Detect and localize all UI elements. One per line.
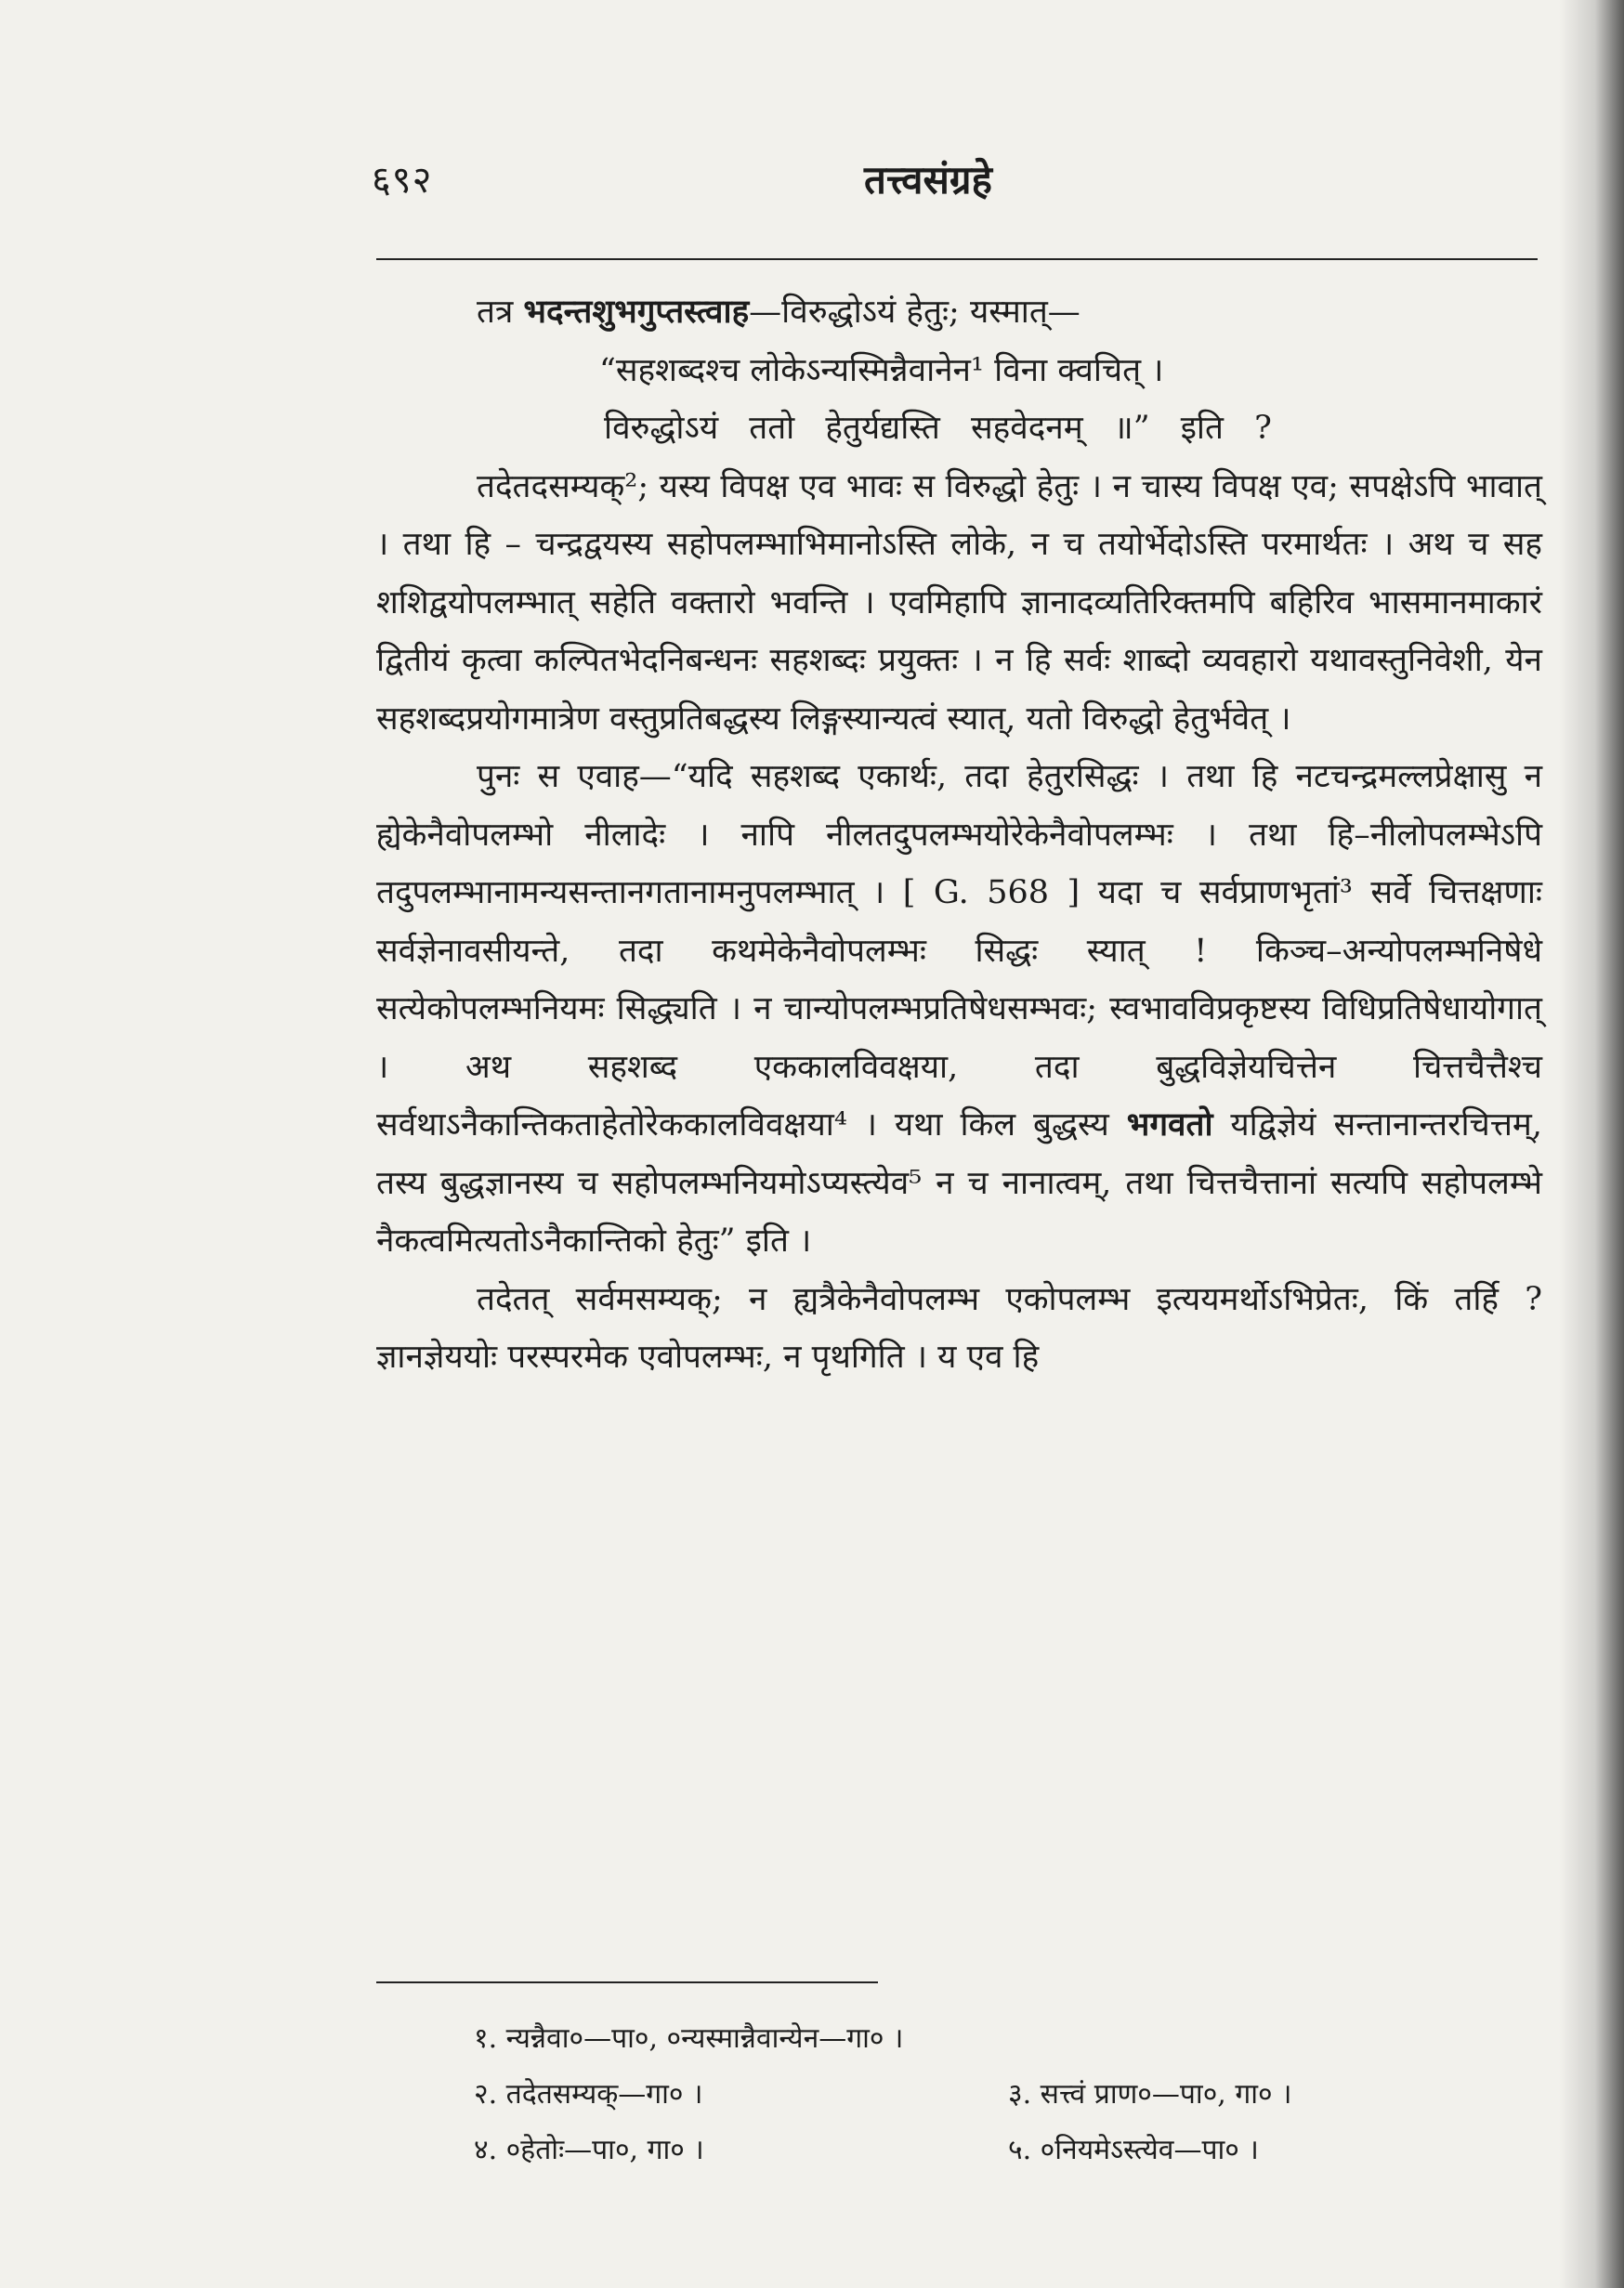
paragraph-1 — [376, 283, 1542, 342]
page-edge-shadow — [1559, 0, 1624, 2288]
page-number: ६९२ — [372, 159, 433, 202]
footnote-3: ३. सत्त्वं प्राण०—पा०, गा० । — [1008, 2078, 1292, 2111]
footnote-row — [474, 2123, 1514, 2178]
page-header — [372, 149, 1542, 204]
footnote-row — [474, 2067, 1514, 2123]
verse-line-2: विरुद्धोऽयं ततो हेतुर्यद्यस्ति सहवेदनम् ॥” इति ? — [604, 410, 1272, 447]
paragraph-2: तदेतदसम्यक्²; यस्य विपक्ष एव भावः स विरुद्धो हेतुः । न चास्य विपक्ष एव; सपक्षेऽपि भावात् । तथा हि – चन्द्रद्वयस्य सहोपलम्भाभिमानोऽस्ति लोके, न च तयोर्भेदोऽस्ति परमार्थतः । अथ च सह शशिद्वयोपलम्भात् सहेति वक्तारो भवन्ति । एवमिहापि ज्ञानादव्यतिरिक्तमपि बहिरिव भासमानमाकारं द्वितीयं कृत्वा कल्पितभेदनिबन्धनः सहशब्दः प्रयुक्तः । न हि सर्वः शाब्दो व्यवहारो यथावस्तुनिवेशी, येन सहशब्दप्रयोगमात्रेण वस्तुप्रतिबद्धस्य लिङ्गस्यान्यत्वं स्यात्, यतो विरुद्धो हेतुर्भवेत् । — [376, 467, 1542, 738]
footnote-row — [474, 2011, 1514, 2067]
paragraph-3-part-1: पुनः स एवाह—“यदि सहशब्द एकार्थः, तदा हेतुरसिद्धः । तथा हि नटचन्द्रमल्लप्रेक्षासु न ह्येकेनैवोपलम्भो नीलादेः । नापि नीलतदुपलम्भयोरेकेनैवोपलम्भः । तथा हि–नीलोपलम्भेऽपि तदुपलम्भानामन्यसन्तानगतानामनुपलम्भात् । — [376, 758, 1542, 911]
author-name: भदन्तशुभगुप्तस्त्वाह — [523, 293, 750, 331]
bhagavato-word: भगवतो — [1126, 1105, 1213, 1144]
source-reference: [ G. 568 ] — [902, 874, 1080, 911]
paragraph-3-part-2: यदा च सर्वप्राणभृतां³ सर्वे चित्तक्षणाः सर्वज्ञेनावसीयन्ते, तदा कथमेकेनैवोपलम्भः सिद्धः स्यात् ! किञ्च–अन्योपलम्भनिषेधे सत्येकोपलम्भनियमः सिद्ध्यति । न चान्योपलम्भप्रतिषेधसम्भवः; स्वभावविप्रकृष्टस्य विधिप्रतिषेधायोगात् । अथ सहशब्द एककालविवक्षया, तदा बुद्धविज्ञेयचित्तेन चित्तचैत्तैश्च सर्वथाऽनैकान्तिकताहेतोरेककालविवक्षया⁴ । यथा किल बुद्धस्य — [376, 874, 1542, 1144]
paragraph-3 — [376, 748, 1542, 1271]
footnote-5: ५. ०नियमेऽस्त्येव—पा० । — [1008, 2134, 1259, 2166]
paragraph-4: तदेतत् सर्वमसम्यक्; न ह्यत्रैकेनैवोपलम्भ एकोपलम्भ इत्ययमर्थोऽभिप्रेतः, किं तर्हि ? ज्ञानज्ञेययोः परस्परमेक एवोपलम्भः, न पृथगिति । य एव हि — [376, 1280, 1542, 1376]
paragraph-1-end: —विरुद्धोऽयं हेतुः; यस्मात्— — [749, 294, 1080, 331]
header-rule — [376, 258, 1538, 260]
running-title: तत्त्वसंग्रहे — [864, 157, 992, 203]
paragraph-3-part-3: यद्विज्ञेयं सन्तानान्तरचित्तम्, तस्य बुद्धज्ञानस्य च सहोपलम्भनियमोऽप्यस्त्येव⁵ न च नानात्वम्, तथा चित्तचैत्तानां सत्यपि सहोपलम्भे नैकत्वमित्यतोऽनैकान्तिको हेतुः” इति । — [376, 1106, 1542, 1260]
footnote-4: ४. ०हेतोः—पा०, गा० । — [474, 2134, 704, 2166]
footnote-2: २. तदेतसम्यक्—गा० । — [474, 2078, 703, 2111]
verse-line-1: “सहशब्दश्च लोकेऽन्यस्मिन्नैवानेन¹ विना क्वचित् । — [599, 351, 1164, 389]
footnote-rule — [376, 1981, 878, 1983]
footnote-1: १. न्यन्नैवा०—पा०, ०न्यस्मान्नैवान्येन—गा० । — [474, 2022, 904, 2055]
paragraph-1-start: तत्र — [477, 294, 524, 331]
footnotes — [474, 2011, 1514, 2178]
main-text — [376, 283, 1542, 1387]
